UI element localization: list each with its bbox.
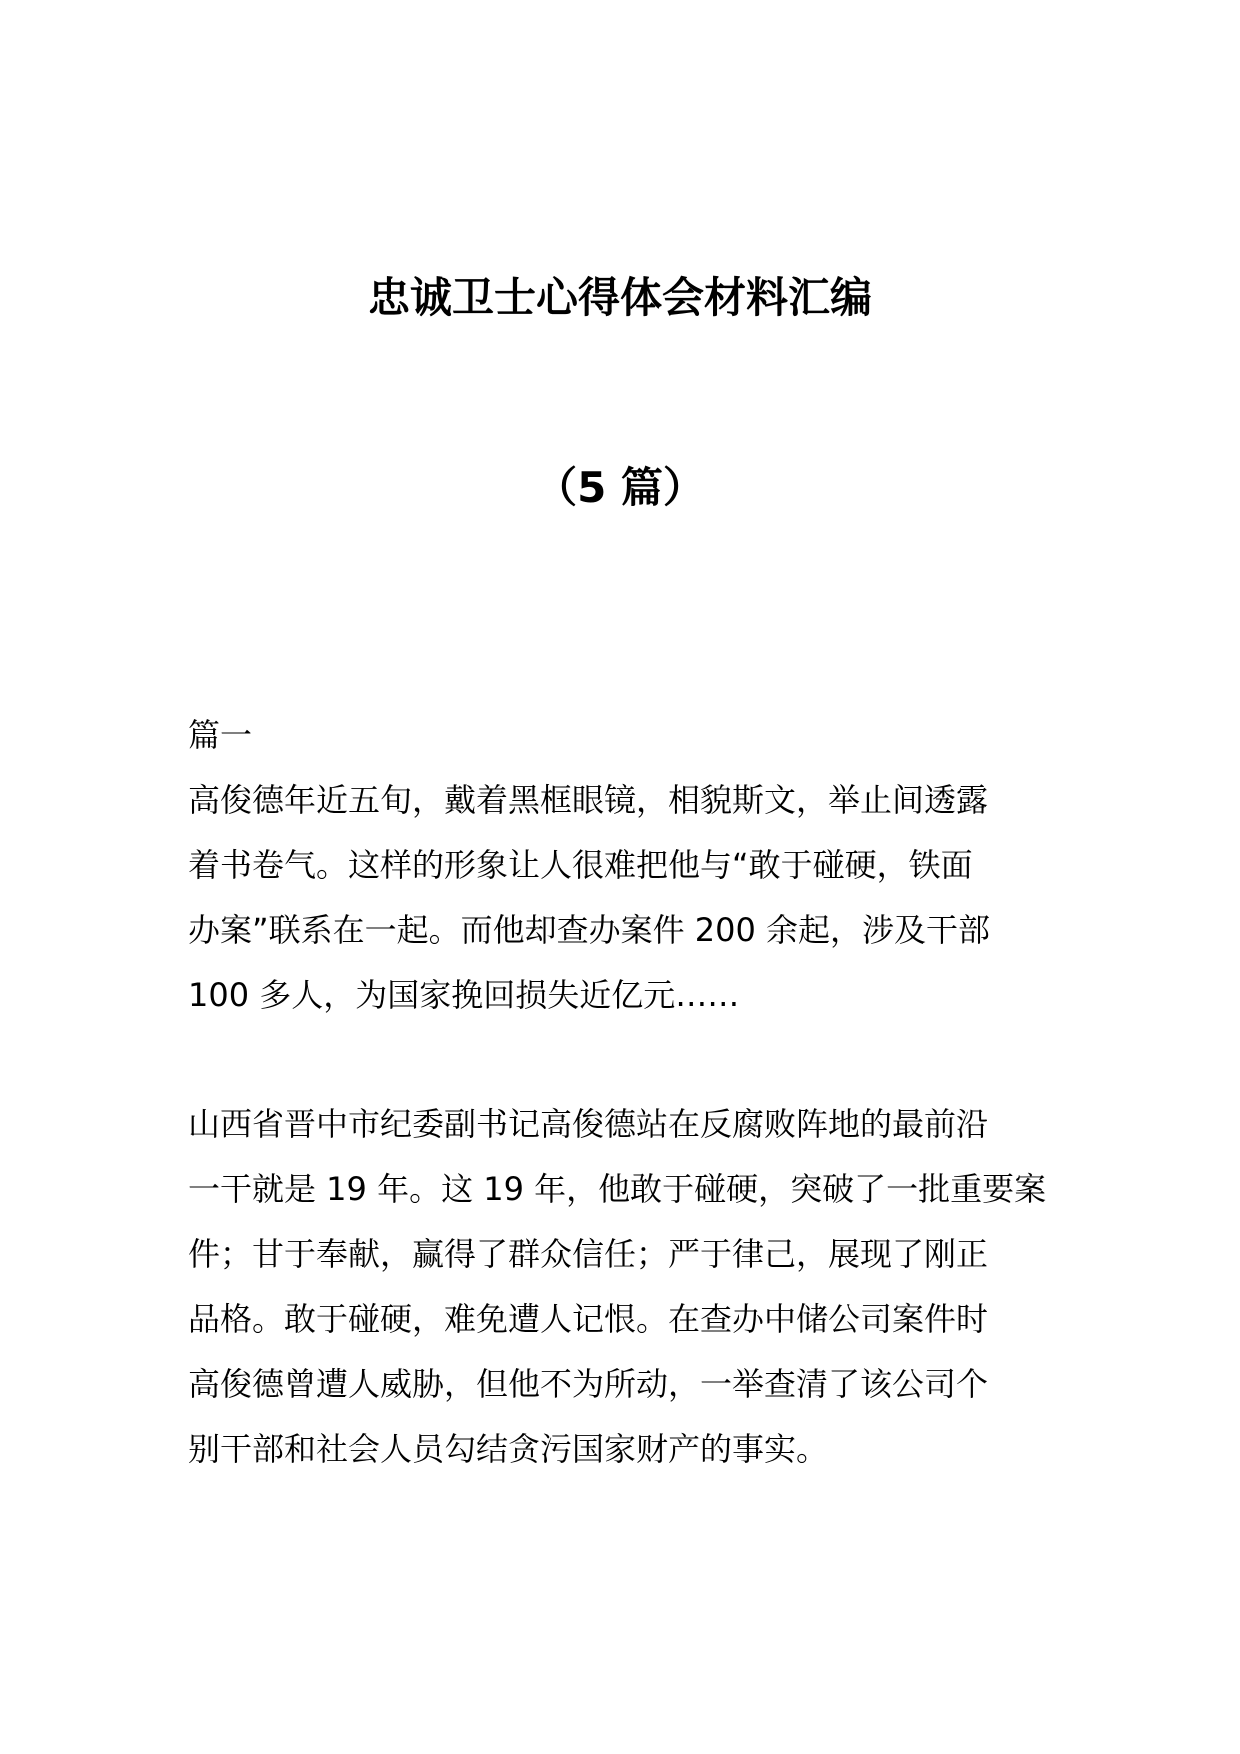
paragraph-line: 高俊德曾遭人威胁，但他不为所动，一举查清了该公司个 <box>188 1365 989 1403</box>
paragraph-line: 山西省晋中市纪委副书记高俊德站在反腐败阵地的最前沿 <box>188 1105 989 1143</box>
paragraph-line: 高俊德年近五旬，戴着黑框眼镜，相貌斯文，举止间透露 <box>188 781 989 819</box>
paragraph-1 <box>188 768 1068 1028</box>
section-label: 篇一 <box>188 716 253 754</box>
paragraph-2 <box>188 1092 1068 1482</box>
document-subtitle: （5 篇） <box>535 463 705 512</box>
document-title: 忠诚卫士心得体会材料汇编 <box>367 273 872 322</box>
paragraph-line: 100 多人，为国家挽回损失近亿元…… <box>188 976 740 1014</box>
paragraph-line: 办案”联系在一起。而他却查办案件 200 余起，涉及干部 <box>188 911 991 949</box>
paragraph-line: 件；甘于奉献，赢得了群众信任；严于律己，展现了刚正 <box>188 1235 989 1273</box>
paragraph-line: 品格。敢于碰硬，难免遭人记恨。在查办中储公司案件时 <box>188 1300 989 1338</box>
paragraph-line: 着书卷气。这样的形象让人很难把他与“敢于碰硬，铁面 <box>188 846 973 884</box>
paragraph-line: 一干就是 19 年。这 19 年，他敢于碰硬，突破了一批重要案 <box>188 1170 1047 1208</box>
paragraph-line: 别干部和社会人员勾结贪污国家财产的事实。 <box>188 1430 829 1468</box>
